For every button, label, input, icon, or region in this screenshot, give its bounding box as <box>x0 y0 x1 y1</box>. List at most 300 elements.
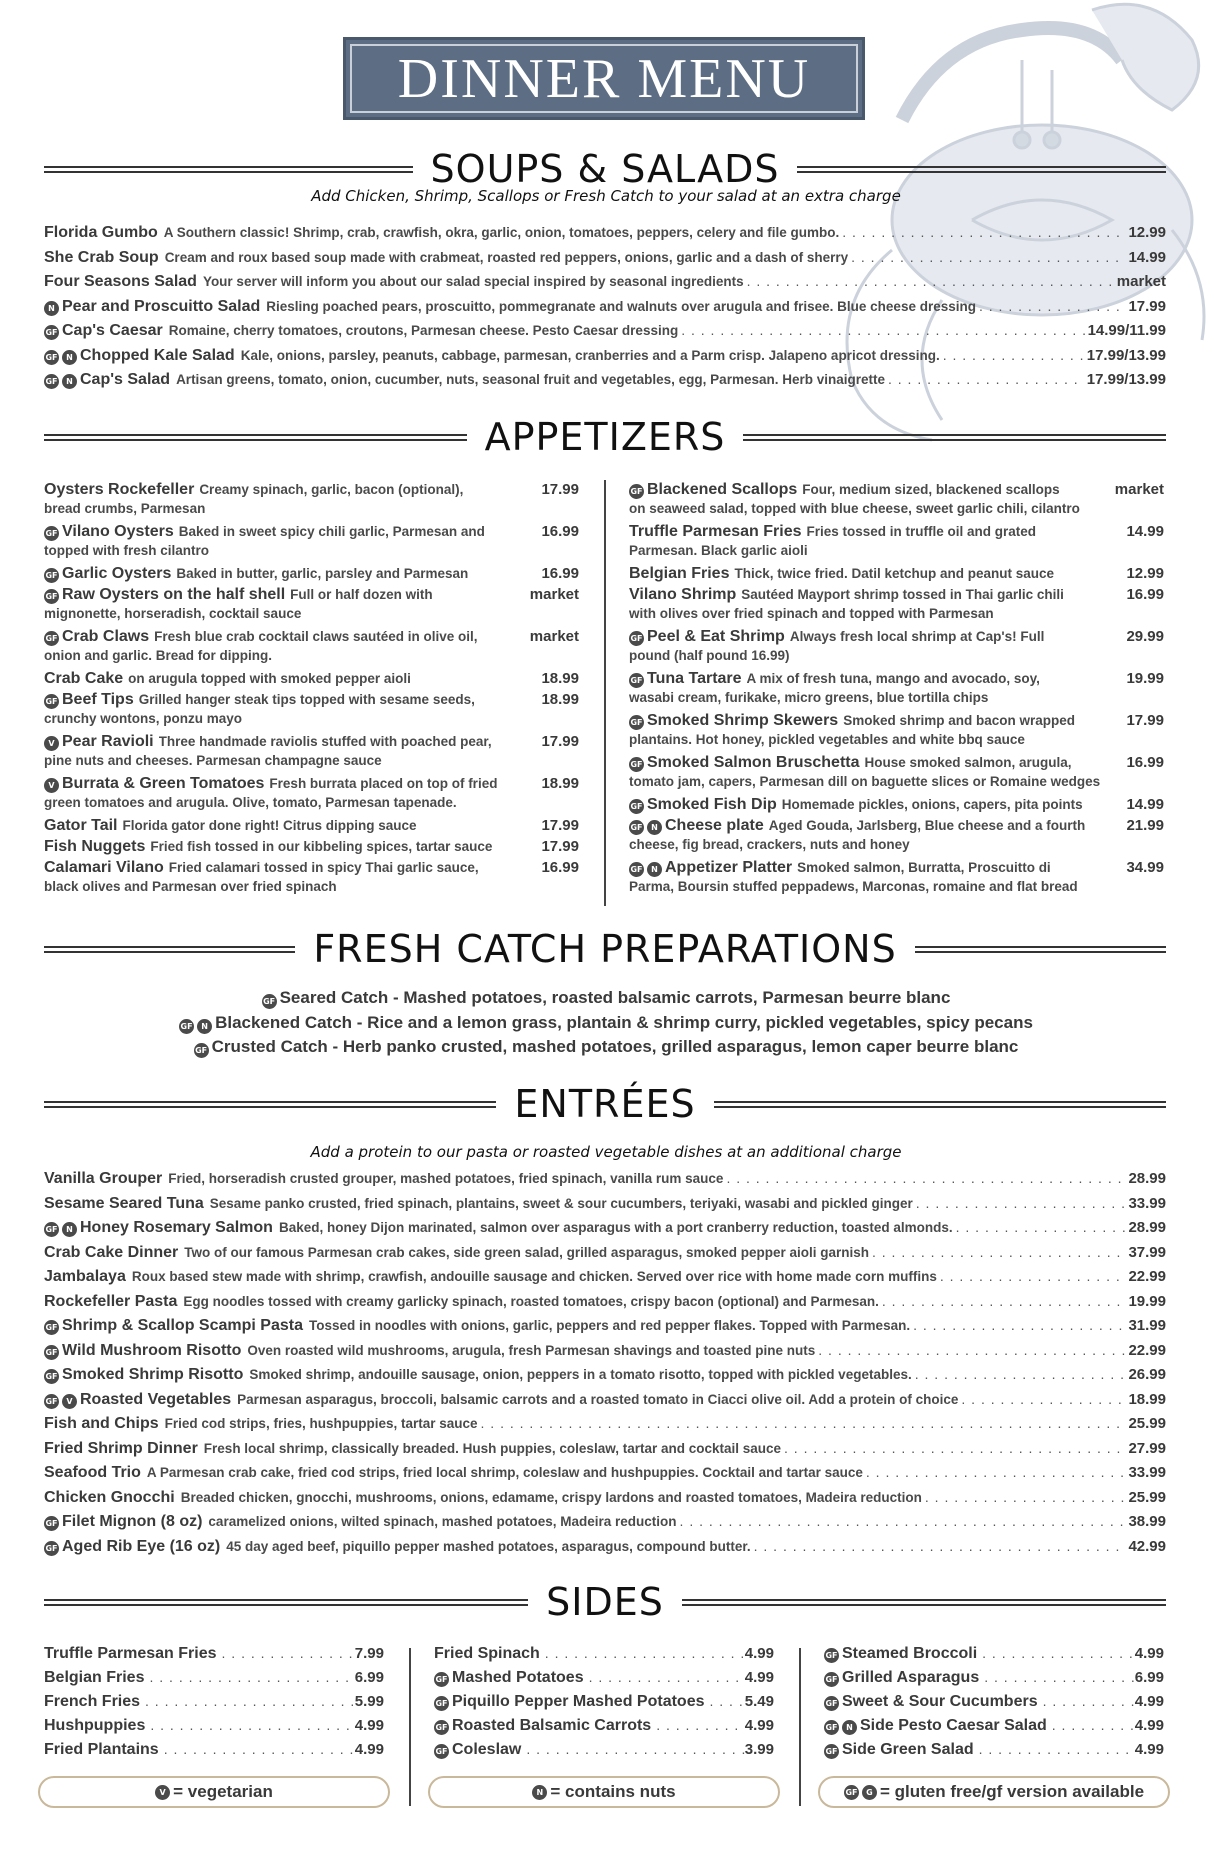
item-name: Crab Cake Dinner <box>44 1243 179 1261</box>
legend-gluten-text: = gluten free/gf version available <box>879 1782 1145 1801</box>
dot-leader <box>818 1340 1125 1360</box>
gluten-free-icon: GF <box>44 589 59 604</box>
dot-leader <box>961 1389 1125 1409</box>
item-name: Fried Spinach <box>434 1645 540 1662</box>
fresh-catch-heading <box>44 927 1166 971</box>
item-price: market <box>1116 273 1166 290</box>
item-line <box>44 480 579 500</box>
item-description: Grilled hanger steak tips topped with sesame seeds, <box>138 692 475 707</box>
item-line <box>44 564 579 584</box>
menu-title-banner <box>343 37 865 120</box>
item-name: Cap's Salad <box>80 371 171 388</box>
item-price: 17.99 <box>541 838 579 855</box>
appetizer-item <box>629 816 1164 858</box>
item-name: Honey Rosemary Salmon <box>80 1219 273 1236</box>
side-item <box>824 1741 1164 1765</box>
item-description: Creamy spinach, garlic, bacon (optional), <box>199 482 464 497</box>
dot-leader <box>222 1645 355 1661</box>
nuts-icon: N <box>62 350 77 365</box>
gluten-free-icon: GF <box>824 1720 839 1735</box>
item-price: 4.99 <box>1134 1693 1164 1710</box>
item-price: 6.99 <box>1134 1669 1164 1686</box>
item-price: 33.99 <box>1128 1194 1166 1212</box>
dot-leader <box>150 1717 354 1733</box>
appetizer-item <box>629 585 1164 627</box>
nuts-icon: N <box>44 301 59 316</box>
appetizer-item <box>44 690 579 732</box>
item-description: Fried, horseradish crusted grouper, mashed potatoes, fried spinach, vanilla rum sauce <box>168 1171 724 1186</box>
item-description-continued: on seaweed salad, topped with blue cheese, sweet garlic chili, cilantro <box>629 501 1080 516</box>
item-price: 33.99 <box>1128 1464 1166 1481</box>
item-name: Smoked Shrimp Risotto <box>62 1366 244 1383</box>
catch-text: Blackened Catch - Rice and a lemon grass, plantain & shrimp curry, pickled vegetables, spicy pecans <box>215 1012 1033 1032</box>
item-price: 4.99 <box>1134 1741 1164 1758</box>
side-item <box>824 1669 1164 1693</box>
legend-vegetarian <box>38 1776 390 1808</box>
entrees-heading <box>44 1082 1166 1126</box>
item-price: 4.99 <box>1134 1717 1164 1734</box>
menu-item <box>44 1364 1166 1385</box>
item-description-continued: black olives and Parmesan over fried spinach <box>44 879 337 894</box>
appetizer-item <box>44 627 579 669</box>
item-description-continued: wasabi cream, furikake, micro greens, blue tortilla chips <box>629 690 989 705</box>
dot-leader <box>842 222 1125 242</box>
item-price: 28.99 <box>1128 1219 1166 1236</box>
menu-item <box>44 1487 1166 1508</box>
item-name: Smoked Fish Dip <box>647 796 777 813</box>
item-description-continued: green tomatoes and arugula. Olive, tomato, Parmesan tapenade. <box>44 795 457 810</box>
heading-rule <box>44 166 413 173</box>
item-name: Seafood Trio <box>44 1464 141 1481</box>
item-description: Fried fish tossed in our kibbeling spices, tartar sauce <box>150 839 493 854</box>
dot-leader <box>145 1693 355 1709</box>
dot-leader <box>872 1242 1125 1262</box>
item-price: 4.99 <box>744 1645 774 1662</box>
nuts-icon: N <box>532 1785 547 1800</box>
nuts-icon: N <box>62 374 77 389</box>
item-description: Two of our famous Parmesan crab cakes, side green salad, grilled asparagus, smoked pepper aioli garnish <box>184 1244 869 1260</box>
menu-item <box>44 1340 1166 1361</box>
item-price: 4.99 <box>744 1717 774 1734</box>
nuts-icon: N <box>62 1222 77 1237</box>
side-item <box>434 1717 774 1741</box>
item-name: Piquillo Pepper Mashed Potatoes <box>452 1693 705 1710</box>
item-price: 28.99 <box>1128 1170 1166 1187</box>
item-description: Fresh blue crab cocktail claws sautéed in olive oil, <box>154 629 478 644</box>
dot-leader <box>982 1645 1135 1661</box>
item-line <box>629 627 1164 647</box>
dot-leader <box>916 1193 1126 1213</box>
item-name: Sesame Seared Tuna <box>44 1194 204 1212</box>
heading-rule <box>743 434 1166 441</box>
item-name: French Fries <box>44 1693 141 1710</box>
item-name: Rockefeller Pasta <box>44 1292 178 1310</box>
item-line <box>44 690 579 710</box>
item-description: A mix of fresh tuna, mango and avocado, soy, <box>746 671 1040 686</box>
item-price: 4.99 <box>1134 1645 1164 1662</box>
item-name: Tuna Tartare <box>647 670 742 687</box>
gluten-free-icon: GF <box>434 1672 449 1687</box>
gluten-free-icon: GF <box>44 1516 59 1531</box>
item-description: Thick, twice fried. Datil ketchup and peanut sauce <box>734 566 1055 581</box>
menu-item <box>44 1511 1166 1532</box>
item-description: Breaded chicken, gnocchi, mushrooms, onions, edamame, crispy lardons and roasted tomatoes, Madeira reduction <box>180 1489 922 1505</box>
item-line <box>629 669 1164 689</box>
fresh-catch-item <box>0 986 1212 1010</box>
gluten-free-icon: GF <box>434 1744 449 1759</box>
item-description: Smoked shrimp, andouille sausage, onion, peppers in a tomato risotto, topped with pickled vegetables. <box>249 1367 912 1382</box>
gluten-free-icon: GF <box>824 1648 839 1663</box>
item-price: 18.99 <box>1128 1390 1166 1408</box>
item-description-continued: crunchy wontons, ponzu mayo <box>44 711 243 726</box>
item-line <box>44 669 579 689</box>
gluten-free-icon: GF <box>44 350 59 365</box>
menu-item <box>44 345 1166 366</box>
side-item <box>434 1645 774 1669</box>
appetizer-item <box>629 753 1164 795</box>
item-price: 18.99 <box>541 691 579 708</box>
column-divider <box>799 1648 801 1806</box>
item-description: Parmesan asparagus, broccoli, balsamic carrots and a roasted tomato in Ciacci olive oil. Add a protein of choice <box>237 1391 959 1407</box>
menu-item <box>44 247 1166 268</box>
item-price: 42.99 <box>1128 1537 1166 1555</box>
sides-column-3 <box>824 1645 1164 1765</box>
item-price: 5.99 <box>354 1693 384 1710</box>
item-description: Kale, onions, parsley, peanuts, cabbage, parmesan, cranberries and a Parm crisp. Jalapeno apricot dressing. <box>240 347 940 363</box>
appetizer-item <box>629 480 1164 522</box>
dot-leader <box>984 1669 1135 1685</box>
item-price: 4.99 <box>354 1741 384 1758</box>
section-title: SOUPS & SALADS <box>430 147 780 191</box>
dot-leader <box>681 320 1084 340</box>
item-name: Cheese plate <box>665 817 764 834</box>
side-item <box>824 1693 1164 1717</box>
gluten-free-icon: GF <box>44 1320 59 1335</box>
gluten-free-icon: GF <box>629 757 644 772</box>
dot-leader <box>943 345 1084 365</box>
item-description: Sautéed Mayport shrimp tossed in Thai garlic chili <box>741 587 1064 602</box>
menu-item <box>44 1413 1166 1434</box>
legend-nuts <box>428 1776 780 1808</box>
gluten-free-icon: GF <box>824 1696 839 1711</box>
side-item <box>44 1669 384 1693</box>
gluten-free-icon: GF <box>629 715 644 730</box>
appetizer-item <box>629 627 1164 669</box>
gf-version-icon: G <box>862 1785 877 1800</box>
appetizer-item <box>44 816 579 837</box>
menu-item <box>44 1315 1166 1336</box>
item-line <box>629 480 1164 500</box>
item-line <box>629 564 1164 584</box>
dot-leader <box>915 1364 1126 1384</box>
gluten-free-icon: GF <box>44 374 59 389</box>
item-description: Riesling poached pears, proscuitto, pommegranate and walnuts over arugula and frisee. Blue cheese dressing <box>266 298 976 314</box>
dot-leader <box>726 1168 1125 1188</box>
item-line <box>44 522 579 542</box>
appetizer-item <box>44 585 579 627</box>
item-price: 17.99 <box>541 733 579 750</box>
item-price: 37.99 <box>1128 1243 1166 1261</box>
item-name: Mashed Potatoes <box>452 1669 584 1686</box>
soups-note: Add Chicken, Shrimp, Scallops or Fresh Catch to your salad at an extra charge <box>311 187 901 205</box>
item-price: 12.99 <box>1128 224 1166 241</box>
gluten-free-icon: GF <box>194 1043 209 1058</box>
side-item <box>824 1717 1164 1741</box>
appetizer-item <box>629 669 1164 711</box>
dot-leader <box>784 1438 1125 1458</box>
item-name: Grilled Asparagus <box>842 1669 980 1686</box>
item-line <box>629 816 1164 836</box>
item-price: 4.99 <box>744 1669 774 1686</box>
heading-rule <box>915 946 1166 953</box>
appetizers-left-column <box>44 480 579 900</box>
menu-item <box>44 1389 1166 1410</box>
item-price: 16.99 <box>541 565 579 582</box>
item-description: Baked in butter, garlic, parsley and Parmesan <box>176 566 469 581</box>
dot-leader <box>481 1413 1126 1433</box>
item-name: Truffle Parmesan Fries <box>44 1645 217 1662</box>
item-name: Shrimp & Scallop Scampi Pasta <box>62 1317 303 1334</box>
item-name: Aged Rib Eye (16 oz) <box>62 1537 221 1555</box>
appetizer-item <box>629 795 1164 816</box>
item-name: Four Seasons Salad <box>44 273 197 290</box>
appetizers-heading <box>44 415 1166 459</box>
item-price: 34.99 <box>1126 859 1164 876</box>
menu-item <box>44 1438 1166 1459</box>
item-description: Baked in sweet spicy chili garlic, Parmesan and <box>178 524 485 539</box>
gluten-free-icon: GF <box>434 1696 449 1711</box>
item-price: 16.99 <box>541 859 579 876</box>
item-description: A Parmesan crab cake, fried cod strips, fried local shrimp, coleslaw and hushpuppies. Cocktail and tartar sauce <box>146 1465 863 1480</box>
vegetarian-icon: V <box>44 736 59 751</box>
item-line <box>44 837 579 857</box>
item-name: Smoked Salmon Bruschetta <box>647 754 860 771</box>
item-price: 19.99 <box>1126 670 1164 687</box>
dot-leader <box>545 1645 745 1661</box>
item-line <box>44 627 579 647</box>
item-name: Crab Claws <box>62 628 150 645</box>
item-line <box>629 795 1164 815</box>
dot-leader <box>589 1669 745 1685</box>
item-line <box>44 774 579 794</box>
item-description: Oven roasted wild mushrooms, arugula, fresh Parmesan shavings and toasted pine nuts <box>247 1342 816 1358</box>
item-price: 17.99/13.99 <box>1086 371 1166 388</box>
dot-leader <box>1043 1693 1135 1709</box>
item-line <box>44 585 579 605</box>
item-description: Artisan greens, tomato, onion, cucumber, nuts, seasonal fruit and vegetables, egg, Parmesan. Herb vinaigrette <box>176 372 885 387</box>
item-name: Garlic Oysters <box>62 565 172 582</box>
item-name: Smoked Shrimp Skewers <box>647 712 839 729</box>
entrees-note: Add a protein to our pasta or roasted vegetable dishes at an additional charge <box>310 1143 902 1161</box>
item-name: Crab Cake <box>44 670 124 687</box>
side-item <box>434 1693 774 1717</box>
item-price: 4.99 <box>354 1717 384 1734</box>
gluten-free-icon: GF <box>824 1672 839 1687</box>
nuts-icon: N <box>842 1720 857 1735</box>
gluten-free-icon: GF <box>629 862 644 877</box>
item-price: 17.99/13.99 <box>1086 346 1166 364</box>
gluten-free-icon: GF <box>44 526 59 541</box>
gluten-free-icon: GF <box>44 1345 59 1360</box>
item-description: Three handmade raviolis stuffed with poached pear, <box>158 734 492 749</box>
dot-leader <box>164 1741 355 1757</box>
item-name: Cap's Caesar <box>62 322 163 339</box>
item-description-continued: pound (half pound 16.99) <box>629 648 790 663</box>
item-name: Peel & Eat Shrimp <box>647 628 785 645</box>
item-price: 31.99 <box>1128 1317 1166 1334</box>
dot-leader <box>1052 1717 1135 1733</box>
item-description: on arugula topped with smoked pepper aioli <box>128 671 411 686</box>
soups-salads-heading <box>44 147 1166 191</box>
item-name: Vilano Oysters <box>62 523 174 540</box>
column-divider <box>409 1648 411 1806</box>
gluten-free-icon: GF <box>262 994 277 1009</box>
item-description: Aged Gouda, Jarlsberg, Blue cheese and a fourth <box>768 818 1086 833</box>
legend-gluten <box>818 1776 1170 1808</box>
vegetarian-icon: V <box>155 1785 170 1800</box>
catch-text: Crusted Catch - Herb panko crusted, mashed potatoes, grilled asparagus, lemon caper beurre blanc <box>211 1037 1019 1056</box>
legend-vegetarian-text: = vegetarian <box>173 1782 273 1801</box>
item-name: Belgian Fries <box>44 1669 145 1686</box>
menu-item <box>44 271 1166 292</box>
side-item <box>44 1693 384 1717</box>
gluten-free-icon: GF <box>44 568 59 583</box>
item-price: 25.99 <box>1128 1415 1166 1432</box>
item-name: Chicken Gnocchi <box>44 1488 175 1506</box>
item-description: Fresh burrata placed on top of fried <box>269 776 498 791</box>
sides-heading <box>44 1580 1166 1624</box>
item-price: 21.99 <box>1126 817 1164 834</box>
item-name: Oysters Rockefeller <box>44 481 195 498</box>
menu-item <box>44 222 1166 243</box>
item-price: 26.99 <box>1128 1366 1166 1383</box>
gluten-free-icon: GF <box>629 799 644 814</box>
appetizer-item <box>44 522 579 564</box>
item-price: market <box>529 628 579 645</box>
dot-leader <box>149 1669 354 1685</box>
item-price: 6.99 <box>354 1669 384 1686</box>
column-divider <box>604 480 606 906</box>
item-name: Wild Mushroom Risotto <box>62 1341 242 1359</box>
appetizer-item <box>44 837 579 858</box>
menu-item <box>44 1536 1166 1557</box>
nuts-icon: N <box>647 820 662 835</box>
gluten-free-icon: GF <box>844 1785 859 1800</box>
dot-leader <box>754 1536 1126 1556</box>
item-price: 5.49 <box>744 1693 774 1710</box>
item-description: Fresh local shrimp, classically breaded. Hush puppies, coleslaw, tartar and cocktail sauce <box>203 1440 782 1456</box>
side-item <box>44 1717 384 1741</box>
appetizer-item <box>629 564 1164 585</box>
dot-leader <box>680 1511 1126 1531</box>
section-title: FRESH CATCH PREPARATIONS <box>313 927 897 971</box>
item-name: Calamari Vilano <box>44 859 164 876</box>
menu-item <box>44 1217 1166 1238</box>
item-name: Vilano Shrimp <box>629 586 737 603</box>
item-name: She Crab Soup <box>44 248 159 266</box>
menu-title: DINNER MENU <box>397 47 811 110</box>
item-description: Homemade pickles, onions, capers, pita points <box>781 797 1083 812</box>
item-description: Florida gator done right! Citrus dipping sauce <box>122 818 417 833</box>
item-price: 18.99 <box>541 775 579 792</box>
item-description: A Southern classic! Shrimp, crab, crawfish, okra, garlic, onion, tomatoes, peppers, celery and file gumbo. <box>163 225 840 240</box>
item-line <box>629 522 1164 542</box>
gluten-free-icon: GF <box>44 1394 59 1409</box>
gluten-free-icon: GF <box>44 325 59 340</box>
legend-nuts-text: = contains nuts <box>550 1782 676 1801</box>
item-name: Jambalaya <box>44 1268 126 1285</box>
item-price: 12.99 <box>1126 565 1164 582</box>
item-description: Fried calamari tossed in spicy Thai garlic sauce, <box>168 860 479 875</box>
item-price: 14.99 <box>1126 796 1164 813</box>
appetizer-item <box>629 711 1164 753</box>
vegetarian-icon: V <box>44 778 59 793</box>
item-description-continued: Parmesan. Black garlic aioli <box>629 543 808 558</box>
gluten-free-icon: GF <box>179 1019 194 1034</box>
gluten-free-icon: GF <box>629 673 644 688</box>
item-description-continued: plantains. Hot honey, pickled vegetables and white bbq sauce <box>629 732 1025 747</box>
item-line <box>629 858 1164 878</box>
heading-rule <box>44 1599 528 1606</box>
item-price: 17.99 <box>1126 712 1164 729</box>
dot-leader <box>526 1741 744 1757</box>
item-name: Pear Ravioli <box>62 733 154 750</box>
dot-leader <box>925 1487 1126 1507</box>
gluten-free-icon: GF <box>44 631 59 646</box>
item-description: Baked, honey Dijon marinated, salmon over asparagus with a port cranberry reduction, toasted almonds. <box>278 1220 953 1235</box>
side-item <box>434 1669 774 1693</box>
item-description: Always fresh local shrimp at Cap's! Full <box>789 629 1045 644</box>
item-price: 17.99 <box>1128 297 1166 315</box>
dot-leader <box>956 1217 1126 1237</box>
item-price: 16.99 <box>541 523 579 540</box>
dot-leader <box>656 1717 745 1733</box>
dot-leader <box>913 1315 1125 1335</box>
item-name: Fish and Chips <box>44 1415 159 1432</box>
item-line <box>44 858 579 878</box>
item-name: Florida Gumbo <box>44 224 158 241</box>
heading-rule <box>44 434 467 441</box>
gluten-free-icon: GF <box>44 694 59 709</box>
item-description: Full or half dozen with <box>290 587 433 602</box>
item-price: market <box>529 586 579 603</box>
gluten-free-icon: GF <box>44 1222 59 1237</box>
item-description: Smoked salmon, Burratta, Proscuitto di <box>797 860 1051 875</box>
item-description: Smoked shrimp and bacon wrapped <box>843 713 1075 728</box>
side-item <box>824 1645 1164 1669</box>
menu-item <box>44 1266 1166 1287</box>
heading-rule <box>44 946 295 953</box>
item-name: Fried Shrimp Dinner <box>44 1439 198 1457</box>
dot-leader <box>882 1291 1126 1311</box>
item-description: Four, medium sized, blackened scallops <box>802 482 1060 497</box>
item-name: Pear and Proscuitto Salad <box>62 297 261 315</box>
menu-item <box>44 1168 1166 1189</box>
appetizer-item <box>44 774 579 816</box>
item-line <box>629 711 1164 731</box>
item-description: Sesame panko crusted, fried spinach, plantains, sweet & sour cucumbers, teriyaki, wasabi and pickled ginger <box>209 1195 913 1211</box>
item-name: Sweet & Sour Cucumbers <box>842 1693 1038 1710</box>
gluten-free-icon: GF <box>629 820 644 835</box>
item-description: Fried cod strips, fries, hushpuppies, tartar sauce <box>164 1416 478 1431</box>
sides-column-2 <box>434 1645 774 1765</box>
item-price: 22.99 <box>1128 1341 1166 1359</box>
heading-rule <box>682 1599 1166 1606</box>
gluten-free-icon: GF <box>44 1369 59 1384</box>
menu-item <box>44 296 1166 317</box>
item-name: Beef Tips <box>62 691 134 708</box>
nuts-icon: N <box>197 1019 212 1034</box>
